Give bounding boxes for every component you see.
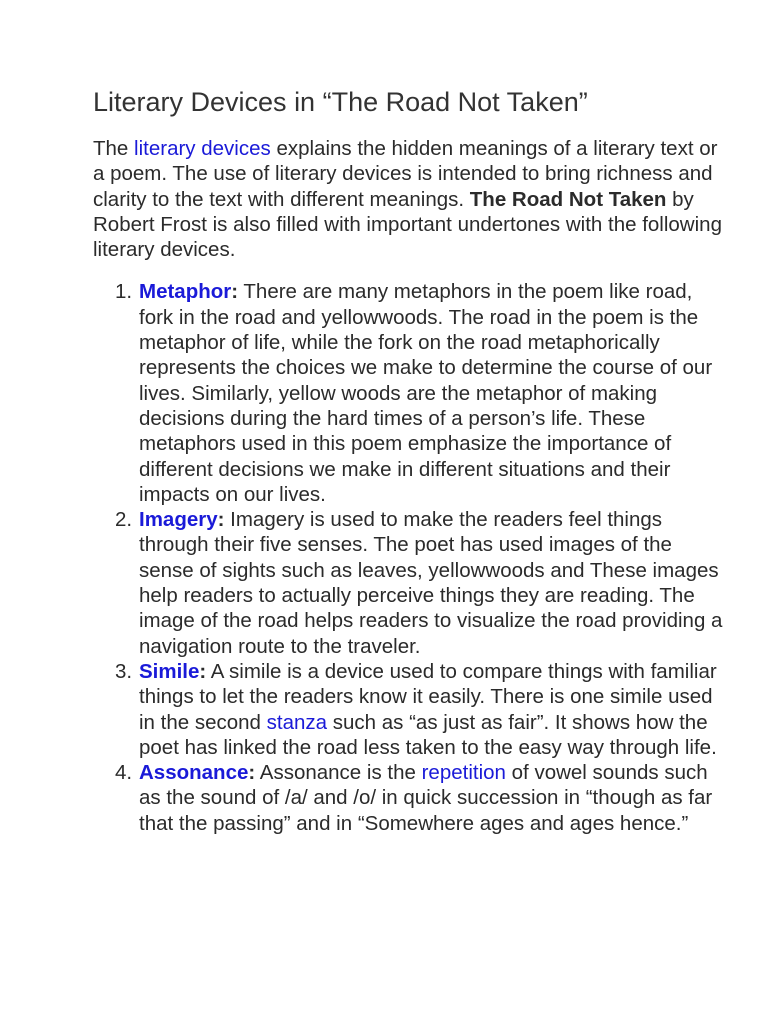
item-text: such as “as just as fair”. It shows how the poet has linked the road less taken to the easy way through life. xyxy=(139,710,717,759)
item-text: Imagery is used to make the readers feel things through their five senses. The poet has used images of the sense of sights such as leaves, yellowwoods and These images help readers to actually perceive things they are reading. The image of the road helps readers to visualize the road providing a navigation route to the traveler. xyxy=(139,508,723,658)
item-text: A simile is a device used to compare things with familiar things to let the readers know it easily. There is one simile used in the second xyxy=(139,659,717,734)
term-metaphor: Metaphor xyxy=(139,280,232,304)
intro-paragraph xyxy=(93,136,730,262)
term-simile: Simile xyxy=(139,659,200,683)
term-assonance: Assonance xyxy=(139,761,249,785)
page-title: Literary Devices in “The Road Not Taken” xyxy=(93,87,588,117)
list-item-metaphor xyxy=(115,279,730,507)
intro-text-2: explains the hidden meanings of a literary text or a poem. The use of literary devices is intended to bring richness and clarity to the text with different meanings. xyxy=(93,137,718,211)
item-text: There are many metaphors in the poem like road, fork in the road and yellowwoods. The road in the poem is the metaphor of life, while the fork on the road metaphorically represents the choices we make to determine the course of our lives. Similarly, yellow woods are the metaphor of making decisions during the hard times of a person’s life. These metaphors used in this poem emphasize the importance of different decisions we make in different situations and their impacts on our lives. xyxy=(139,280,713,506)
list-number: 4. xyxy=(115,761,133,785)
stanza-link[interactable]: stanza xyxy=(266,710,328,734)
term-colon: : xyxy=(231,280,239,304)
intro-text-1: The xyxy=(93,137,135,160)
term-colon: : xyxy=(248,761,256,785)
term-imagery: Imagery xyxy=(139,508,218,532)
list-item-imagery xyxy=(115,507,730,659)
term-colon: : xyxy=(217,508,225,532)
list-number: 3. xyxy=(115,659,133,683)
poem-title-bold: The Road Not Taken xyxy=(469,187,667,211)
repetition-link[interactable]: repetition xyxy=(421,761,506,785)
list-item-simile xyxy=(115,659,730,760)
term-colon: : xyxy=(199,659,207,683)
item-text: Assonance is the xyxy=(255,761,422,785)
list-number: 1. xyxy=(115,280,133,304)
devices-list xyxy=(93,279,730,836)
literary-devices-link[interactable]: literary devices xyxy=(134,137,271,160)
item-text: of vowel sounds such as the sound of /a/ and /o/ in quick succession in “though as far that the passing” and in “Somewhere ages and ages hence.” xyxy=(139,761,713,835)
intro-text-3: by Robert Frost is also filled with important undertones with the following literary devices. xyxy=(93,187,722,262)
list-number: 2. xyxy=(115,508,133,532)
list-item-assonance xyxy=(115,760,730,836)
